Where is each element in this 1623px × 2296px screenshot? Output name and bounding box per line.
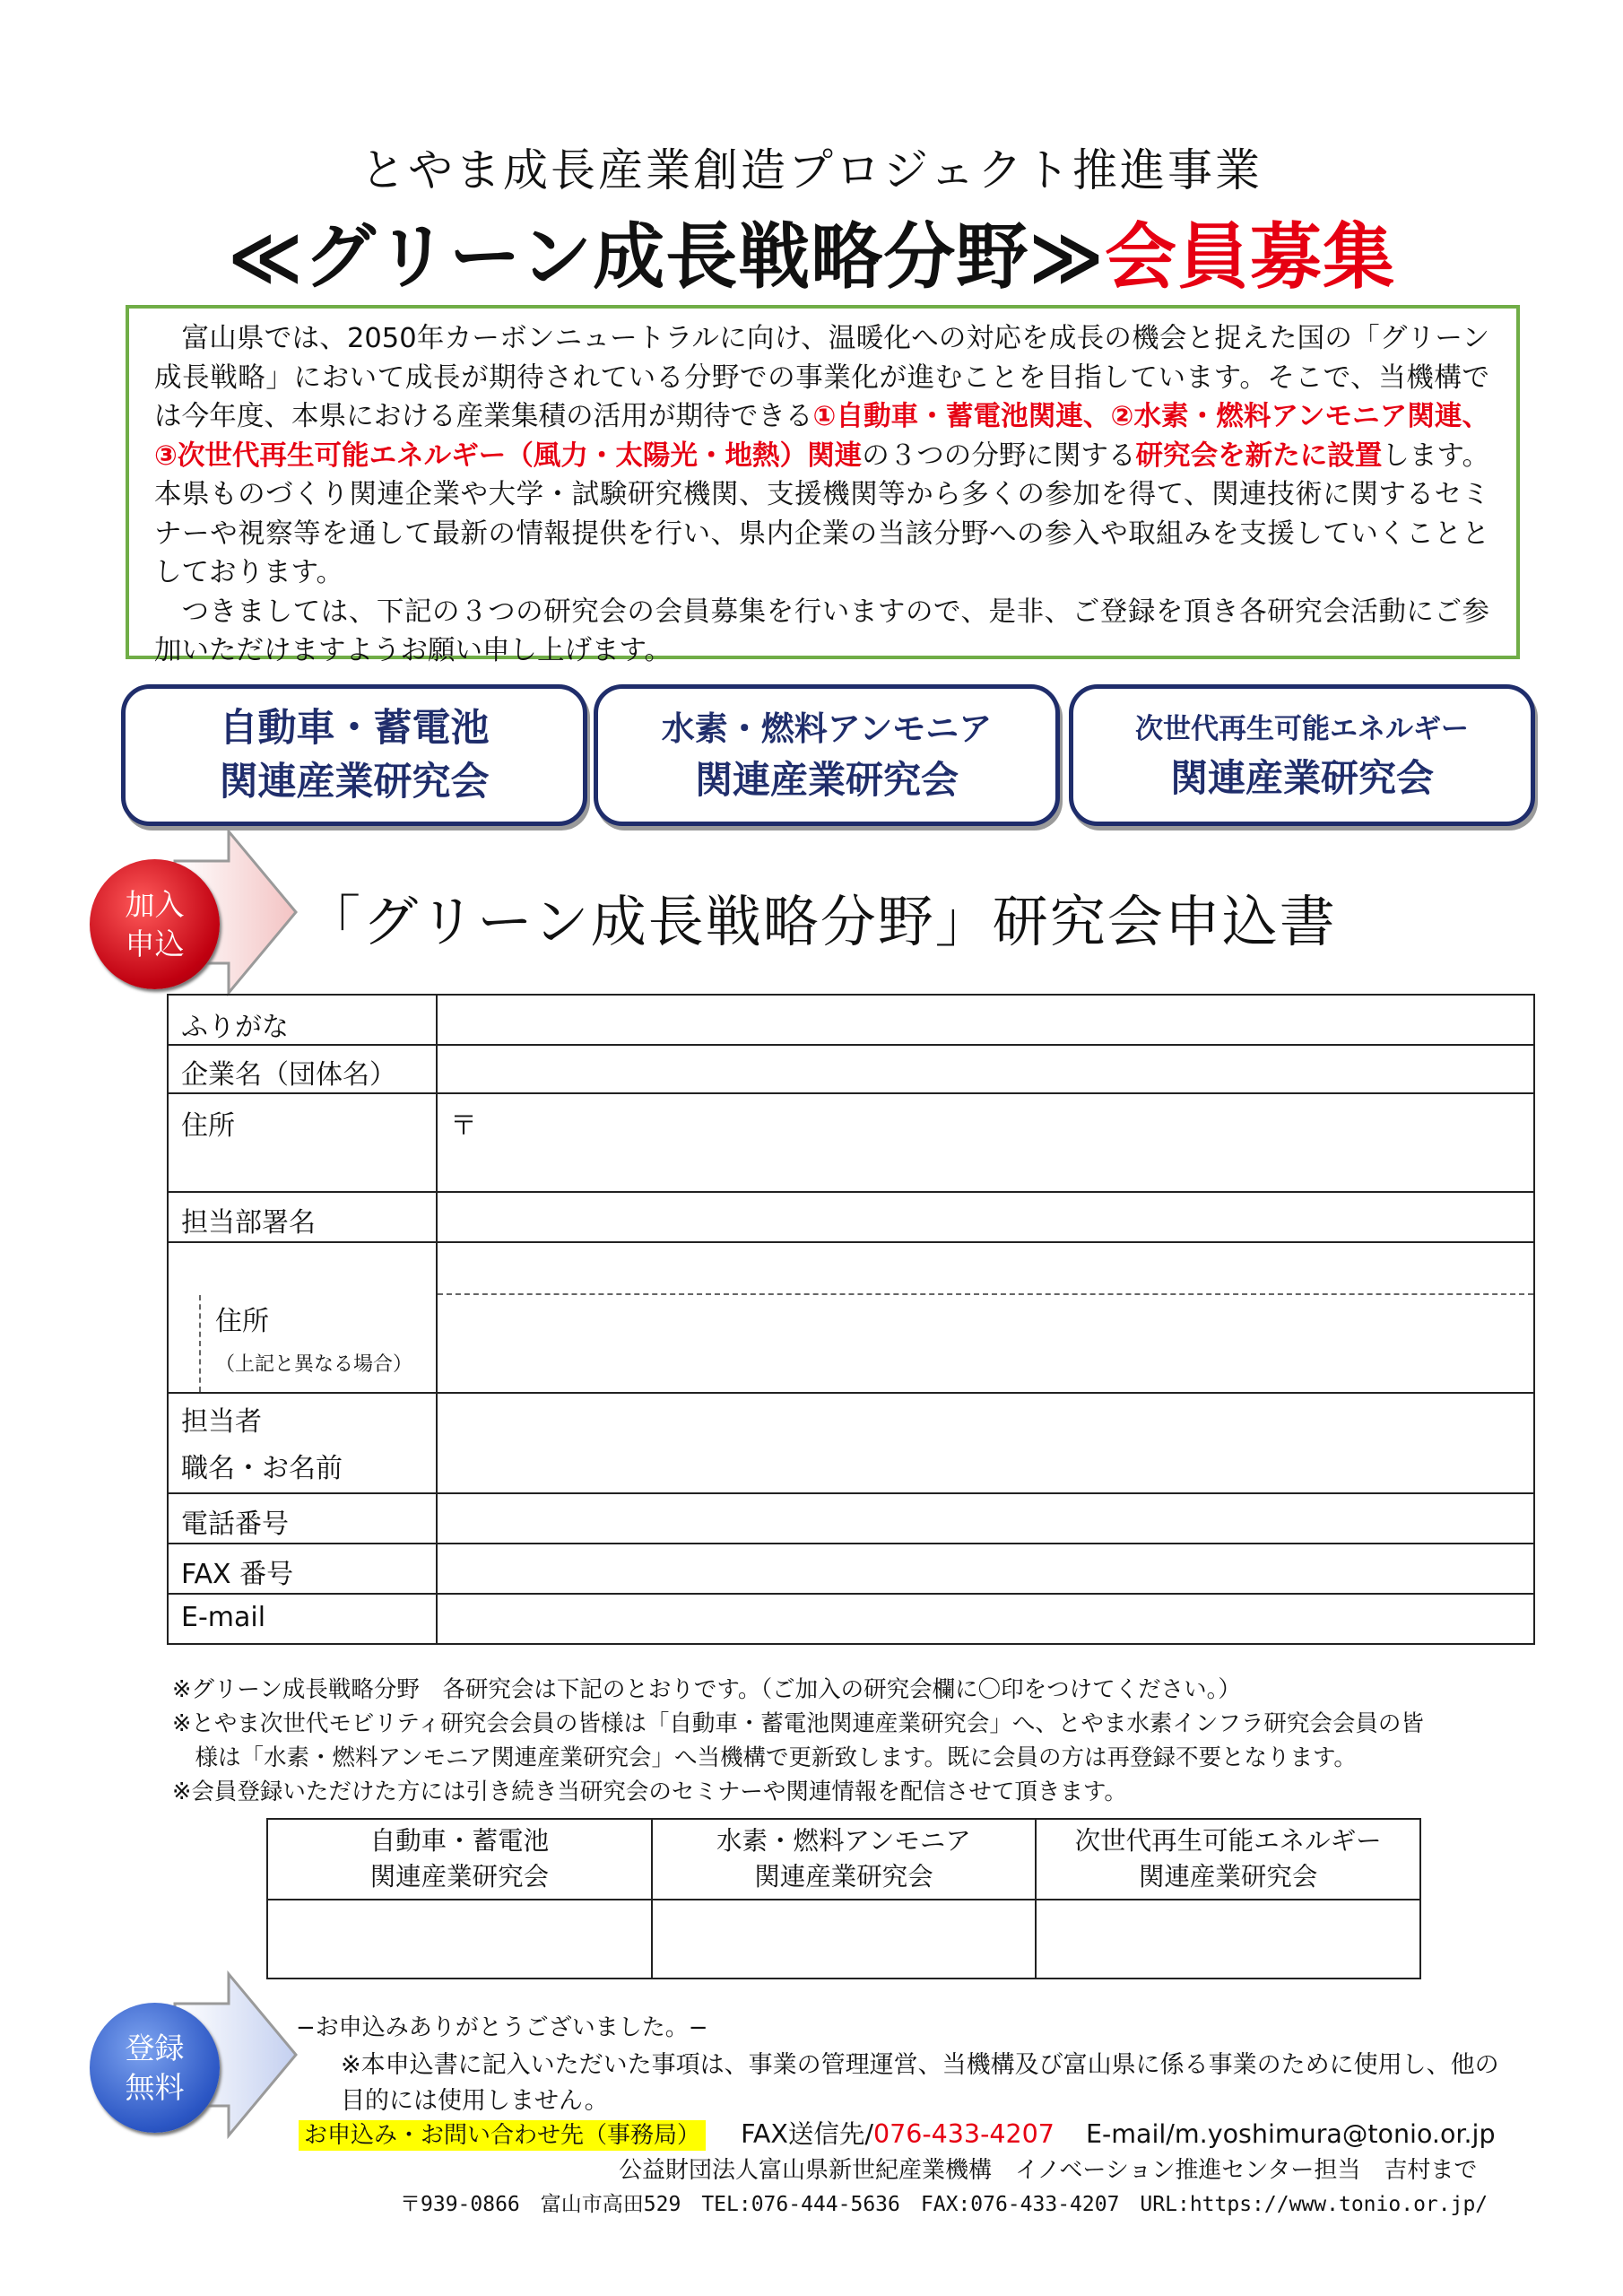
dashed-divider [199, 1295, 201, 1392]
badge-text: 登録 [125, 2030, 185, 2066]
group-header-renewable [1036, 1819, 1420, 1900]
label-address2: 住所 [215, 1306, 269, 1337]
label-contact-line: 職名・お名前 [181, 1453, 343, 1484]
contact-line [299, 2114, 1496, 2151]
group-header-hydrogen [652, 1819, 1037, 1900]
group-header-text: 関連産業研究会 [754, 1862, 933, 1892]
intro-text-c: します。本県ものづくり関連企業や大学・試験研究機関、支援機関等から多くの参加を得て、関連技術に関するセミナーや視察等を通して最新の情報提供を行い、県内企業の当該分野への参入や取組みを支援していくこととしております。 [154, 439, 1490, 588]
application-form [167, 994, 1535, 1645]
fax-field[interactable] [437, 1544, 1534, 1594]
group-header-text: 次世代再生可能エネルギー [1074, 1826, 1382, 1856]
address-field[interactable] [437, 1093, 1534, 1192]
select-cell-automotive[interactable] [267, 1900, 652, 1979]
intro-text-a: 富山県では、2050年カーボンニュートラルに向け、温暖化への対応を成長の機会と捉えた国の「グリーン成長戦略」において成長が期待されている分野での事業化が進むことを目指しています。そこで、当機構では今年度、本県における産業集積の活用が期待できる [154, 323, 1489, 432]
label-address-alt [168, 1242, 437, 1393]
group-selection-table [266, 1818, 1421, 1979]
group-header-text: 自動車・蓄電池 [369, 1826, 550, 1856]
title-highlight: 会員募集 [1104, 215, 1395, 299]
label-fax: FAX 番号 [168, 1544, 437, 1594]
label-phone: 電話番号 [168, 1493, 437, 1544]
group-box-renewable [1069, 684, 1535, 826]
dashed-divider [438, 1293, 1533, 1295]
label-department: 担当部署名 [168, 1192, 437, 1242]
label-email: E-mail [168, 1594, 437, 1644]
form-title: 「グリーン成長戦略分野」研究会申込書 [305, 889, 1337, 954]
email-link[interactable]: E-mail/m.yoshimura@tonio.or.jp [1085, 2119, 1496, 2149]
intro-text-b: の３つの分野に関する [862, 439, 1136, 472]
label-company: 企業名（団体名） [168, 1045, 437, 1093]
organization: 公益財団法人富山県新世紀産業機構 イノベーション推進センター担当 吉村まで [619, 2157, 1478, 2184]
label-contact-person [168, 1393, 437, 1493]
phone-field[interactable] [437, 1493, 1534, 1544]
intro-highlight-new: 研究会を新たに設置 [1135, 439, 1383, 472]
note-line: ※グリーン成長戦略分野 各研究会は下記のとおりです。（ご加入の研究会欄に〇印をつけてください。） [172, 1676, 1241, 1703]
join-badge [90, 859, 220, 989]
address-alt-field[interactable] [437, 1242, 1534, 1393]
subtitle: とやま成長産業創造プロジェクト推進事業 [360, 144, 1263, 196]
contact-label: お申込み・お問い合わせ先（事務局） [299, 2120, 706, 2151]
badge-text: 加入 [125, 886, 185, 922]
page-title [0, 199, 1623, 302]
group-name: 関連産業研究会 [694, 758, 959, 802]
notes [172, 1673, 1553, 1809]
group-header-text: 関連産業研究会 [1138, 1862, 1318, 1892]
label-address: 住所 [168, 1093, 437, 1192]
organization-address: 〒939-0866 富山市高田529 TEL:076-444-5636 FAX:076-433-4207 URL:https://www.tonio.or.jp/ [400, 2193, 1488, 2216]
group-box-automotive [121, 684, 587, 826]
note-line: 様は「水素・燃料アンモニア関連産業研究会」へ当機構で更新致します。既に会員の方は再登録不要となります。 [172, 1744, 1357, 1771]
department-field[interactable] [437, 1192, 1534, 1242]
fax-label: FAX送信先/ [741, 2119, 873, 2149]
select-cell-hydrogen[interactable] [652, 1900, 1037, 1979]
email-field[interactable] [437, 1594, 1534, 1644]
note-line: ※会員登録いただけた方には引き続き当研究会のセミナーや関連情報を配信させて頂きます。 [172, 1779, 1127, 1805]
intro-box [126, 305, 1520, 666]
note-line: ※とやま次世代モビリティ研究会会員の皆様は「自動車・蓄電池関連産業研究会」へ、とやま水素インフラ研究会会員の皆 [172, 1710, 1424, 1737]
badge-text: 無料 [125, 2069, 185, 2105]
badge-text: 申込 [125, 926, 185, 961]
title-main: ≪グリーン成長戦略分野≫ [228, 215, 1105, 299]
group-name: 関連産業研究会 [219, 760, 490, 804]
fax-number: 076-433-4207 [872, 2119, 1055, 2149]
group-header-automotive [267, 1819, 652, 1900]
group-name: 関連産業研究会 [1169, 756, 1434, 800]
group-header-text: 関連産業研究会 [369, 1862, 550, 1892]
free-badge [90, 2003, 220, 2133]
intro-paragraph-1 [154, 319, 1489, 593]
privacy-note: ※本申込書に記入いただいた事項は、事業の管理運営、当機構及び富山県に係る事業のために使用し、他の目的には使用しません。 [341, 2051, 1499, 2115]
group-name: 自動車・蓄電池 [219, 706, 490, 751]
label-contact-line: 担当者 [181, 1406, 262, 1438]
label-furigana: ふりがな [168, 995, 437, 1045]
label-address2-note: （上記と異なる場合） [215, 1353, 413, 1376]
group-header-text: 水素・燃料アンモニア [716, 1826, 971, 1856]
postal-mark: 〒 [450, 1110, 477, 1142]
group-name: 水素・燃料アンモニア [661, 709, 993, 748]
group-name: 次世代再生可能エネルギー [1135, 713, 1469, 745]
contact-person-field[interactable] [437, 1393, 1534, 1493]
company-field[interactable] [437, 1045, 1534, 1093]
thanks-text: −お申込みありがとうございました。− [296, 2014, 708, 2041]
intro-highlight-fields: ①自動車・蓄電池関連、②水素・燃料アンモニア関連、③次世代再生可能エネルギー（風力・太陽光・地熱）関連 [154, 401, 1489, 472]
furigana-field[interactable] [437, 995, 1534, 1045]
group-box-hydrogen [594, 684, 1060, 826]
intro-paragraph-2: つきましては、下記の３つの研究会の会員募集を行いますので、是非、ご登録を頂き各研究会活動にご参加いただけますようお願い申し上げます。 [154, 596, 1489, 666]
select-cell-renewable[interactable] [1036, 1900, 1420, 1979]
